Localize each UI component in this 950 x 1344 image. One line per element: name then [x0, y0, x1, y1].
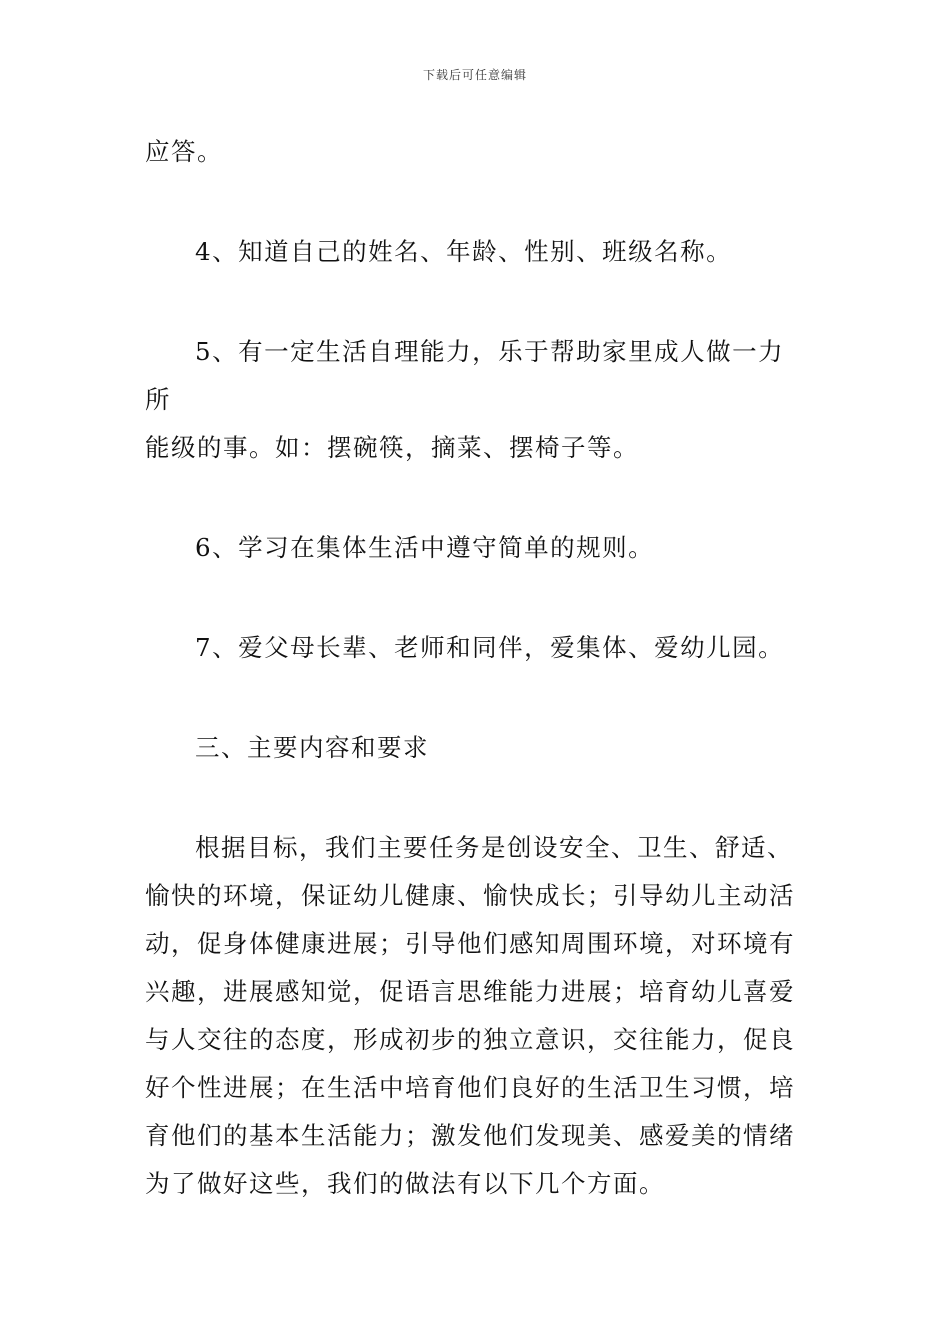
paragraph-line: 5、有一定生活自理能力，乐于帮助家里成人做一力所 — [145, 337, 785, 414]
paragraph-item-4: 4、知道自己的姓名、年龄、性别、班级名称。 — [195, 237, 733, 266]
paragraph-line: 与人交往的态度，形成初步的独立意识，交往能力，促良 — [145, 1025, 795, 1054]
section-heading: 三、主要内容和要求 — [195, 733, 429, 762]
paragraph-item-5 — [145, 328, 810, 472]
page-header-note: 下载后可任意编辑 — [422, 68, 527, 82]
paragraph-line: 根据目标，我们主要任务是创设安全、卫生、舒适、 — [195, 833, 793, 862]
paragraph-line: 为了做好这些，我们的做法有以下几个方面。 — [145, 1169, 665, 1198]
paragraph-line: 好个性进展；在生活中培育他们良好的生活卫生习惯，培 — [145, 1073, 795, 1102]
paragraph-line: 兴趣，进展感知觉，促语言思维能力进展；培育幼儿喜爱 — [145, 977, 795, 1006]
paragraph-main-content — [145, 824, 810, 1208]
paragraph-continuation: 应答。 — [145, 137, 223, 166]
document-body — [145, 128, 810, 1208]
paragraph-line: 动，促身体健康进展；引导他们感知周围环境，对环境有 — [145, 929, 795, 958]
paragraph-line: 能级的事。如：摆碗筷，摘菜、摆椅子等。 — [145, 433, 639, 462]
paragraph-line: 育他们的基本生活能力；激发他们发现美、感爱美的情绪 — [145, 1121, 795, 1150]
paragraph-item-6: 6、学习在集体生活中遵守简单的规则。 — [195, 533, 655, 562]
paragraph-line: 愉快的环境，保证幼儿健康、愉快成长；引导幼儿主动活 — [145, 881, 795, 910]
paragraph-item-7: 7、爱父母长辈、老师和同伴，爱集体、爱幼儿园。 — [195, 633, 785, 662]
